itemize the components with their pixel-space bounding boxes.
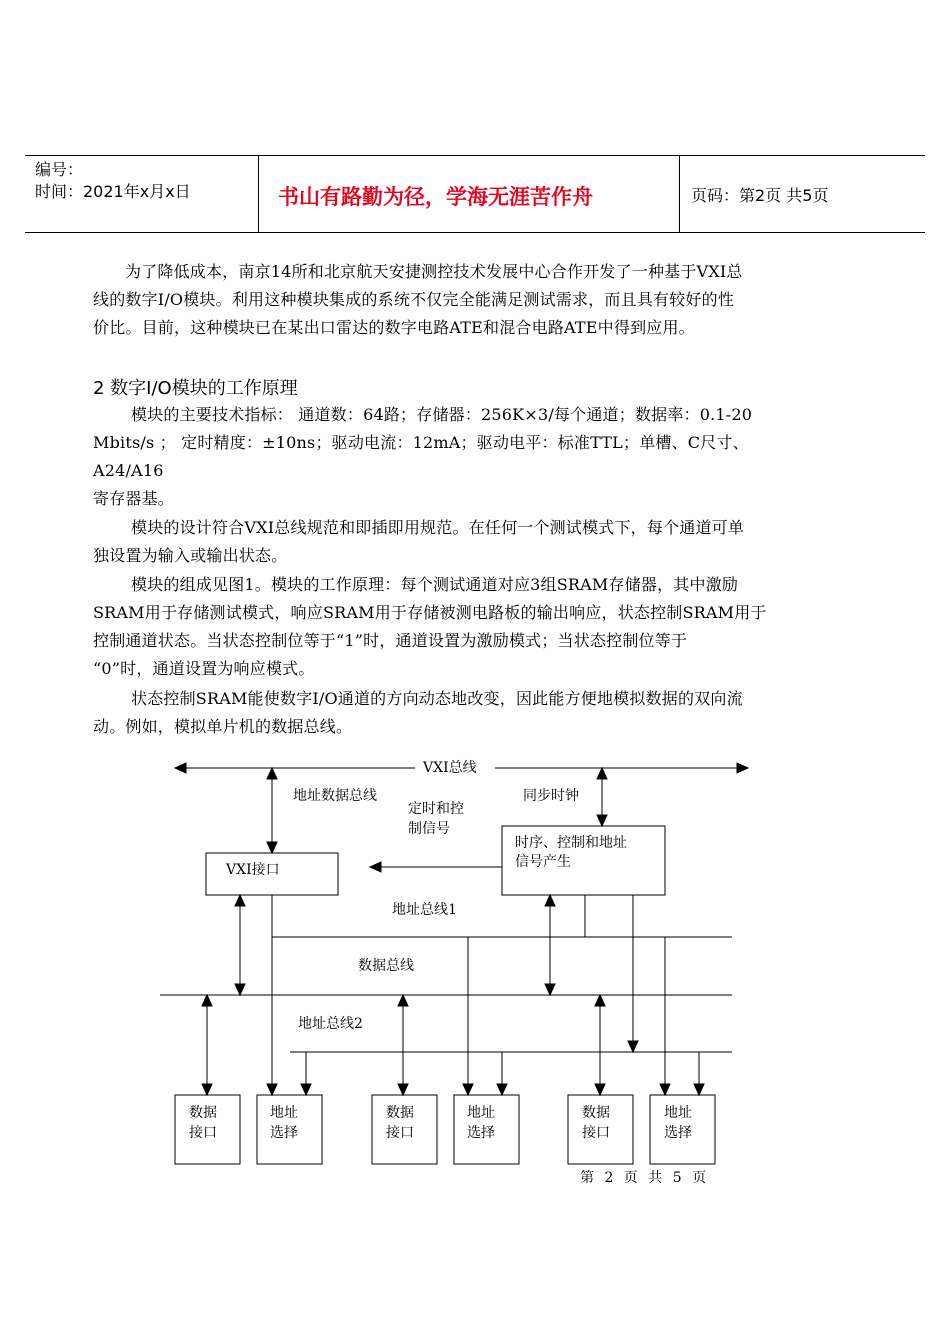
addr-bus-2-label: 地址总线2 — [298, 1016, 363, 1032]
timing-control-arrow — [370, 862, 381, 872]
principle-line: SRAM用于存储测试模式，响应SRAM用于存储被测电路板的输出响应，状态控制SRAM用于 — [93, 603, 767, 622]
vxi-bus-label: VXI总线 — [423, 760, 477, 776]
vxi-if-arrow-down — [235, 984, 245, 995]
timing-control-label-1: 定时和控 — [408, 801, 464, 817]
data-if-1-arrow-up — [202, 995, 212, 1006]
gen-box-label-1: 时序、控制和地址 — [515, 835, 627, 851]
addr-data-bus-arrow-down — [267, 842, 277, 853]
addr-sel-2-label-1: 地址 — [467, 1105, 495, 1121]
data-if-1-label-1: 数据 — [189, 1105, 217, 1121]
intro-line: 线的数字I/O模块。利用这种模块集成的系统不仅完全能满足测试需求，而且具有较好的性 — [93, 290, 735, 309]
addr-sel-2-label-2: 选择 — [467, 1125, 495, 1141]
addr-sel-1-arrow — [267, 1084, 277, 1095]
sync-clock-arrow-up — [597, 768, 607, 779]
spec-line: 模块的主要技术指标： 通道数：64路；存储器：256K×3/每个通道；数据率：0.1-20 — [131, 405, 753, 424]
addr-sel-1-label-2: 选择 — [270, 1125, 298, 1141]
data-if-2-label-1: 数据 — [386, 1105, 414, 1121]
data-if-2-arrow-up — [398, 995, 408, 1006]
gen-addr2-arrow — [628, 1041, 638, 1052]
gen-data-arrow-down — [545, 984, 555, 995]
sync-clock-label: 同步时钟 — [523, 788, 579, 804]
addr-sel-1b-arrow — [301, 1084, 311, 1095]
addr-sel-3a-arrow — [660, 1084, 670, 1095]
data-bus-label: 数据总线 — [358, 958, 414, 974]
addr-data-bus-label: 地址数据总线 — [293, 788, 377, 804]
section-title: 2 数字I/O模块的工作原理 — [93, 378, 298, 399]
doc-time-label: 时间：2021年x月x日 — [35, 182, 191, 201]
sync-clock-arrow-down — [597, 815, 607, 826]
intro-line: 价比。目前，这种模块已在某出口雷达的数字电路ATE和混合电路ATE中得到应用。 — [93, 318, 695, 337]
data-if-3-label-1: 数据 — [582, 1105, 610, 1121]
addr-bus-1-label: 地址总线1 — [392, 902, 457, 918]
addr-data-bus-arrow-up — [267, 768, 277, 779]
principle-line: 模块的组成见图1。模块的工作原理：每个测试通道对应3组SRAM存储器，其中激励 — [131, 575, 739, 594]
gen-data-arrow-up — [545, 895, 555, 906]
spec-line: A24/A16 — [93, 461, 164, 480]
vxi-bus-left-arrow — [175, 763, 186, 773]
addr-sel-2a-arrow — [463, 1084, 473, 1095]
addr-sel-2b-arrow — [497, 1084, 507, 1095]
data-if-3-arrow-down — [595, 1084, 605, 1095]
gen-box-label-2: 信号产生 — [515, 854, 571, 870]
vxi-if-arrow-up — [235, 895, 245, 906]
intro-line: 为了降低成本，南京14所和北京航天安捷测控技术发展中心合作开发了一种基于VXI总 — [125, 262, 743, 281]
vxi-interface-label: VXI接口 — [226, 862, 280, 878]
principle-line: 控制通道状态。当状态控制位等于“1”时，通道设置为激励模式；当状态控制位等于 — [93, 631, 688, 650]
control-line: 状态控制SRAM能使数字I/O通道的方向动态地改变，因此能方便地模拟数据的双向流 — [131, 689, 743, 708]
data-if-1-arrow-down — [202, 1084, 212, 1095]
header-page-label: 页码：第2页 共5页 — [691, 186, 829, 205]
spec-line: 寄存器基。 — [93, 489, 175, 508]
design-line: 模块的设计符合VXI总线规范和即插即用规范。在任何一个测试模式下，每个通道可单 — [131, 518, 745, 537]
design-line: 独设置为输入或输出状态。 — [93, 546, 288, 565]
doc-number-label: 编号： — [35, 160, 84, 179]
data-if-2-label-2: 接口 — [386, 1125, 414, 1141]
data-if-2-arrow-down — [398, 1084, 408, 1095]
data-if-3-arrow-up — [595, 995, 605, 1006]
addr-sel-1-label-1: 地址 — [270, 1105, 298, 1121]
data-if-1-label-2: 接口 — [189, 1125, 217, 1141]
header-motto: 书山有路勤为径，学海无涯苦作舟 — [278, 185, 593, 209]
vxi-bus-right-arrow — [737, 763, 748, 773]
page-footer: 第 2 页 共 5 页 — [580, 1170, 710, 1186]
spec-line: Mbits/s ； 定时精度：±10ns；驱动电流：12mA；驱动电平：标准TTL；单槽、C尺寸、 — [93, 433, 749, 452]
addr-sel-3-label-1: 地址 — [664, 1105, 692, 1121]
principle-line: “0”时，通道设置为响应模式。 — [93, 659, 315, 678]
timing-control-label-2: 制信号 — [408, 821, 450, 837]
addr-sel-3-label-2: 选择 — [664, 1125, 692, 1141]
addr-sel-3b-arrow — [694, 1084, 704, 1095]
control-line: 动。例如，模拟单片机的数据总线。 — [93, 717, 353, 736]
data-if-3-label-2: 接口 — [582, 1125, 610, 1141]
